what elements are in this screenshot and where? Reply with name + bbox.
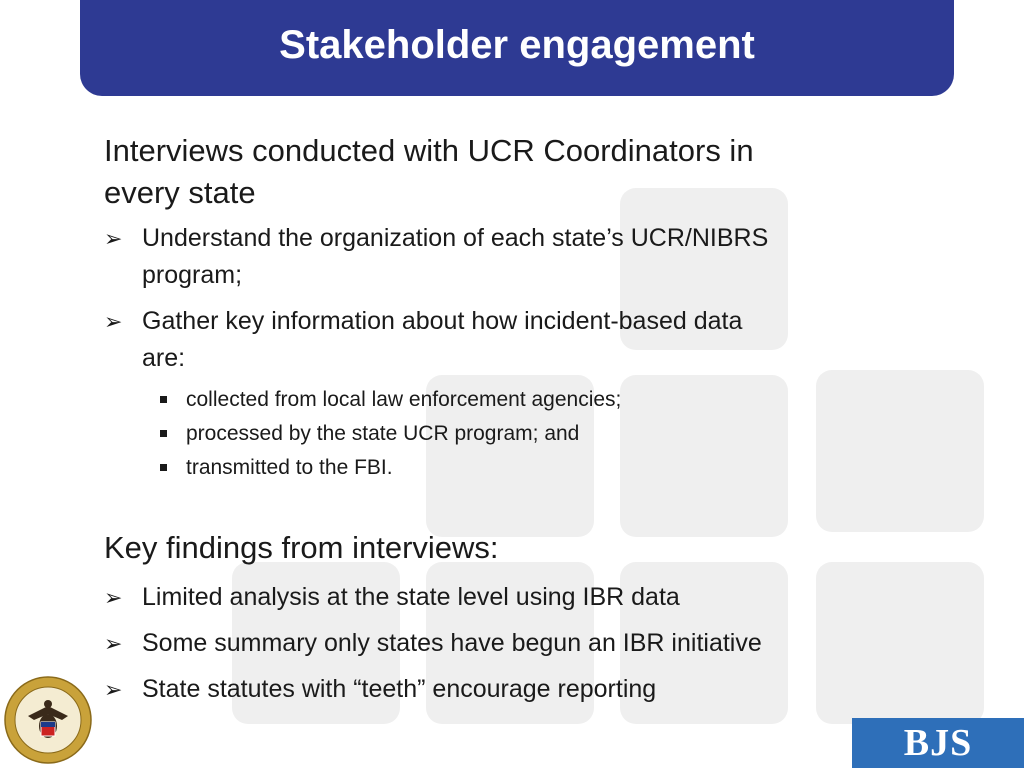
bjs-logo-text: BJS — [903, 722, 973, 764]
section1-sub-bullets — [104, 383, 944, 485]
list-item — [160, 451, 944, 485]
arrow-bullet-icon: ➢ — [104, 309, 123, 334]
slide-title: Stakeholder engagement — [279, 22, 755, 67]
section1-heading-line2: every state — [104, 175, 256, 210]
section1-heading-line1: Interviews conducted with UCR Coordinators in — [104, 133, 754, 168]
square-bullet-icon — [160, 430, 167, 437]
list-item — [104, 220, 944, 294]
bullet-text: Limited analysis at the state level using IBR data — [142, 583, 680, 611]
list-item — [104, 303, 944, 377]
list-item — [104, 579, 944, 616]
arrow-bullet-icon: ➢ — [104, 226, 123, 251]
section2-heading: Key findings from interviews: — [104, 530, 499, 565]
sub-bullet-text: processed by the state UCR program; and — [186, 422, 580, 445]
sub-bullet-text: transmitted to the FBI. — [186, 456, 393, 479]
bjs-logo — [852, 718, 1024, 768]
list-item — [104, 625, 944, 662]
department-of-justice-seal-icon — [4, 676, 92, 764]
bullet-text: State statutes with “teeth” encourage reporting — [142, 675, 657, 703]
section2-bullets — [104, 579, 944, 708]
square-bullet-icon — [160, 396, 167, 403]
bullet-line: Gather key information about how incident-based data — [142, 307, 743, 335]
arrow-bullet-icon: ➢ — [104, 585, 123, 610]
section1-bullets — [104, 220, 944, 377]
list-item — [104, 671, 944, 708]
bullet-line: program; — [142, 261, 243, 289]
section1-heading — [104, 130, 944, 214]
bullet-line: are: — [142, 344, 186, 372]
bullet-text: Some summary only states have begun an IBR initiative — [142, 629, 762, 657]
title-bar — [80, 0, 954, 96]
list-item — [160, 383, 944, 417]
arrow-bullet-icon: ➢ — [104, 631, 123, 656]
list-item — [160, 417, 944, 451]
bullet-line: Understand the organization of each state’s UCR/NIBRS — [142, 224, 769, 252]
arrow-bullet-icon: ➢ — [104, 677, 123, 702]
sub-bullet-text: collected from local law enforcement agencies; — [186, 388, 622, 411]
slide-content — [104, 130, 944, 708]
square-bullet-icon — [160, 464, 167, 471]
